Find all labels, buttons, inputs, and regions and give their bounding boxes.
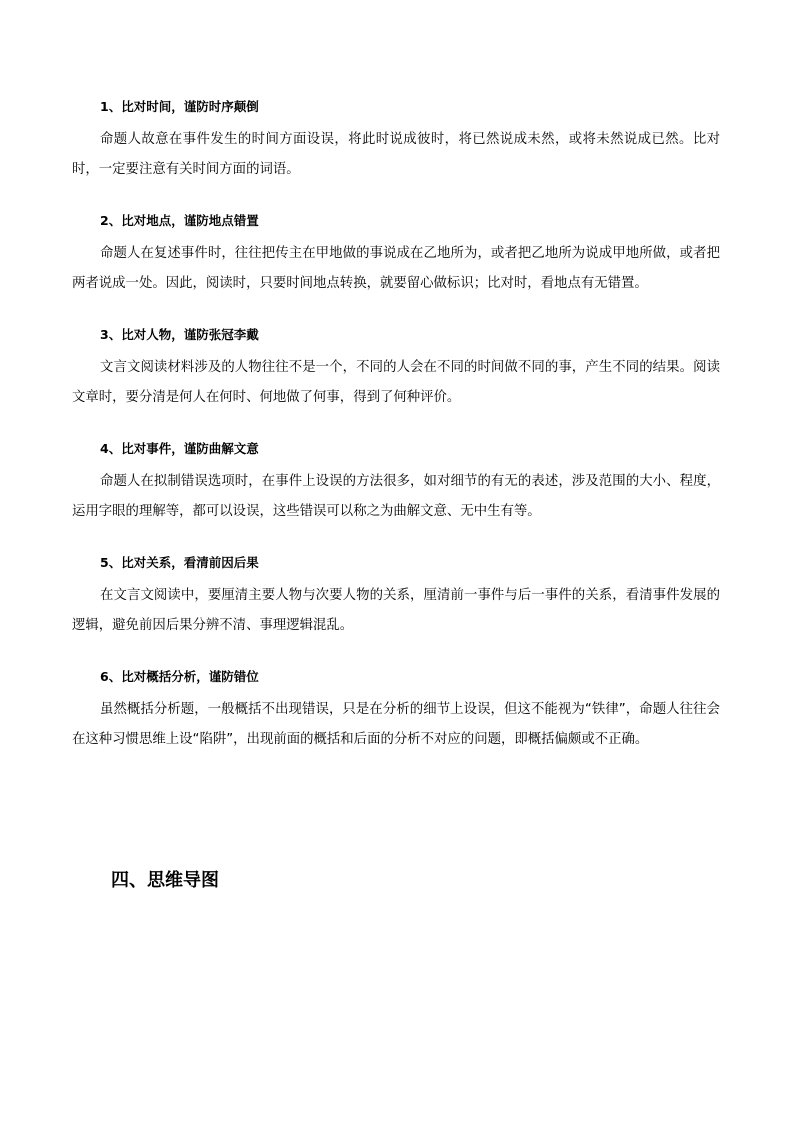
tip-title-6: 6、比对概括分析，谨防错位 xyxy=(100,669,259,684)
tip-section-4 xyxy=(72,439,720,527)
tip-body-5: 在文言文阅读中，要厘清主要人物与次要人物的关系，厘清前一事件与后一事件的关系，看清事件发展的逻辑，避免前因后果分辨不清、事理逻辑混乱。 xyxy=(72,588,720,633)
tip-title-2: 2、比对地点，谨防地点错置 xyxy=(100,213,259,228)
tip-section-6 xyxy=(72,667,720,755)
tip-body-4: 命题人在拟制错误选项时，在事件上设误的方法很多，如对细节的有无的表述，涉及范围的大小、程度，运用字眼的理解等，都可以设误，这些错误可以称之为曲解文意、无中生有等。 xyxy=(72,474,720,519)
tip-section-1 xyxy=(72,97,720,185)
tip-section-2 xyxy=(72,211,720,299)
tip-title-1: 1、比对时间，谨防时序颠倒 xyxy=(100,99,259,114)
tip-title-5: 5、比对关系，看清前因后果 xyxy=(100,555,259,570)
tips-list xyxy=(72,97,720,781)
tip-body-6: 虽然概括分析题，一般概括不出现错误，只是在分析的细节上设误，但这不能视为“铁律”，命题人往往会在这种习惯思维上设“陷阱”，出现前面的概括和后面的分析不对应的问题，即概括偏颇或不正确。 xyxy=(72,702,720,747)
tip-title-3: 3、比对人物，谨防张冠李戴 xyxy=(100,327,259,342)
tip-body-2: 命题人在复述事件时，往往把传主在甲地做的事说成在乙地所为，或者把乙地所为说成甲地所做，或者把两者说成一处。因此，阅读时，只要时间地点转换，就要留心做标识；比对时，看地点有无错置。 xyxy=(72,246,720,291)
tip-section-3 xyxy=(72,325,720,413)
tip-body-3: 文言文阅读材料涉及的人物往往不是一个，不同的人会在不同的时间做不同的事，产生不同的结果。阅读文章时，要分清是何人在何时、何地做了何事，得到了何种评价。 xyxy=(72,360,720,405)
section-heading: 四、思维导图 xyxy=(111,870,219,891)
tip-body-1: 命题人故意在事件发生的时间方面设误，将此时说成彼时，将已然说成未然，或将未然说成已然。比对时，一定要注意有关时间方面的词语。 xyxy=(72,132,720,177)
tip-title-4: 4、比对事件，谨防曲解文意 xyxy=(100,441,259,456)
tip-section-5 xyxy=(72,553,720,641)
